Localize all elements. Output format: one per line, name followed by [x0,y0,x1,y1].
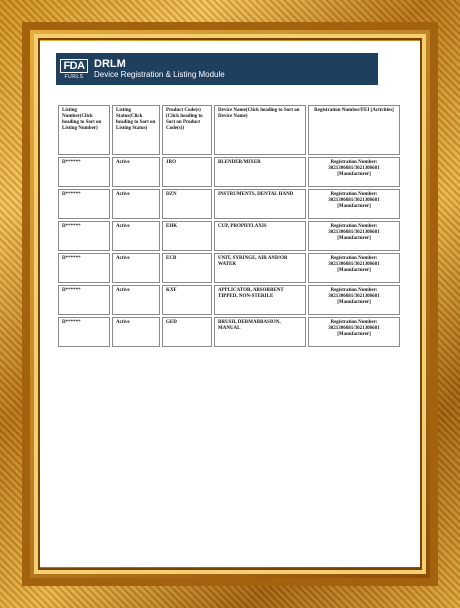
cell-listing-number[interactable]: D****** [58,189,110,219]
cell-listing-number[interactable]: D****** [58,317,110,347]
logo-sub: FURLS [64,73,84,80]
cell-registration: Registration Number: 3021306681/3021306681 [Manufacturer] [308,157,400,187]
cell-listing-number[interactable]: D****** [58,157,110,187]
table-row [58,317,400,347]
table-row [58,285,400,315]
cell-product-code: ECB [162,253,212,283]
column-header-listing-status[interactable]: Listing Status(Click heading to Sort on Listing Status) [112,105,160,155]
device-listing-table [56,103,402,349]
fda-furls-logo-icon [60,57,88,81]
table-row [58,189,400,219]
banner-text [94,59,225,79]
cell-listing-status: Active [112,285,160,315]
cell-device-name: UNIT, SYRINGE, AIR AND/OR WATER [214,253,306,283]
table-header-row [58,105,400,155]
page-subtitle: Device Registration & Listing Module [94,69,225,79]
cell-registration: Registration Number: 3021306681/3021306681 [Manufacturer] [308,221,400,251]
cell-listing-number[interactable]: D****** [58,285,110,315]
cell-device-name: BRUSH, DERMABRASION, MANUAL [214,317,306,347]
cell-device-name: BLENDER/MIXER [214,157,306,187]
table-row [58,221,400,251]
cell-listing-status: Active [112,221,160,251]
column-header-device-name[interactable]: Device Name(Click heading to Sort on Device Name) [214,105,306,155]
column-header-listing-number[interactable]: Listing Number(Click heading to Sort on Listing Number) [58,105,110,155]
column-header-product-code[interactable]: Product Code(s)(Click heading to Sort on Product Code(s)) [162,105,212,155]
cell-device-name: CUP, PROPHYLAXIS [214,221,306,251]
cell-listing-status: Active [112,317,160,347]
cell-registration: Registration Number: 3021306681/3021306681 [Manufacturer] [308,253,400,283]
cell-registration: Registration Number: 3021306681/3021306681 [Manufacturer] [308,317,400,347]
cell-product-code: KXF [162,285,212,315]
cell-listing-number[interactable]: D****** [58,221,110,251]
page-title: DRLM [94,58,126,71]
cell-listing-status: Active [112,157,160,187]
cell-registration: Registration Number: 3021306681/3021306681 [Manufacturer] [308,285,400,315]
cell-listing-number[interactable]: D****** [58,253,110,283]
cell-registration: Registration Number: 3021306681/3021306681 [Manufacturer] [308,189,400,219]
cell-product-code: GED [162,317,212,347]
document-canvas [40,41,420,567]
logo-mark: FDA [60,59,87,73]
column-header-registration: Registration Number/FEI [Activities] [308,105,400,155]
table-row [58,157,400,187]
cell-product-code: EHK [162,221,212,251]
table-row [58,253,400,283]
cell-product-code: JRO [162,157,212,187]
drlm-header-banner [56,53,378,85]
cell-listing-status: Active [112,189,160,219]
cell-device-name: APPLICATOR, ABSORBENT TIPPED, NON-STERILE [214,285,306,315]
cell-listing-status: Active [112,253,160,283]
cell-product-code: DZN [162,189,212,219]
cell-device-name: INSTRUMENTS, DENTAL HAND [214,189,306,219]
